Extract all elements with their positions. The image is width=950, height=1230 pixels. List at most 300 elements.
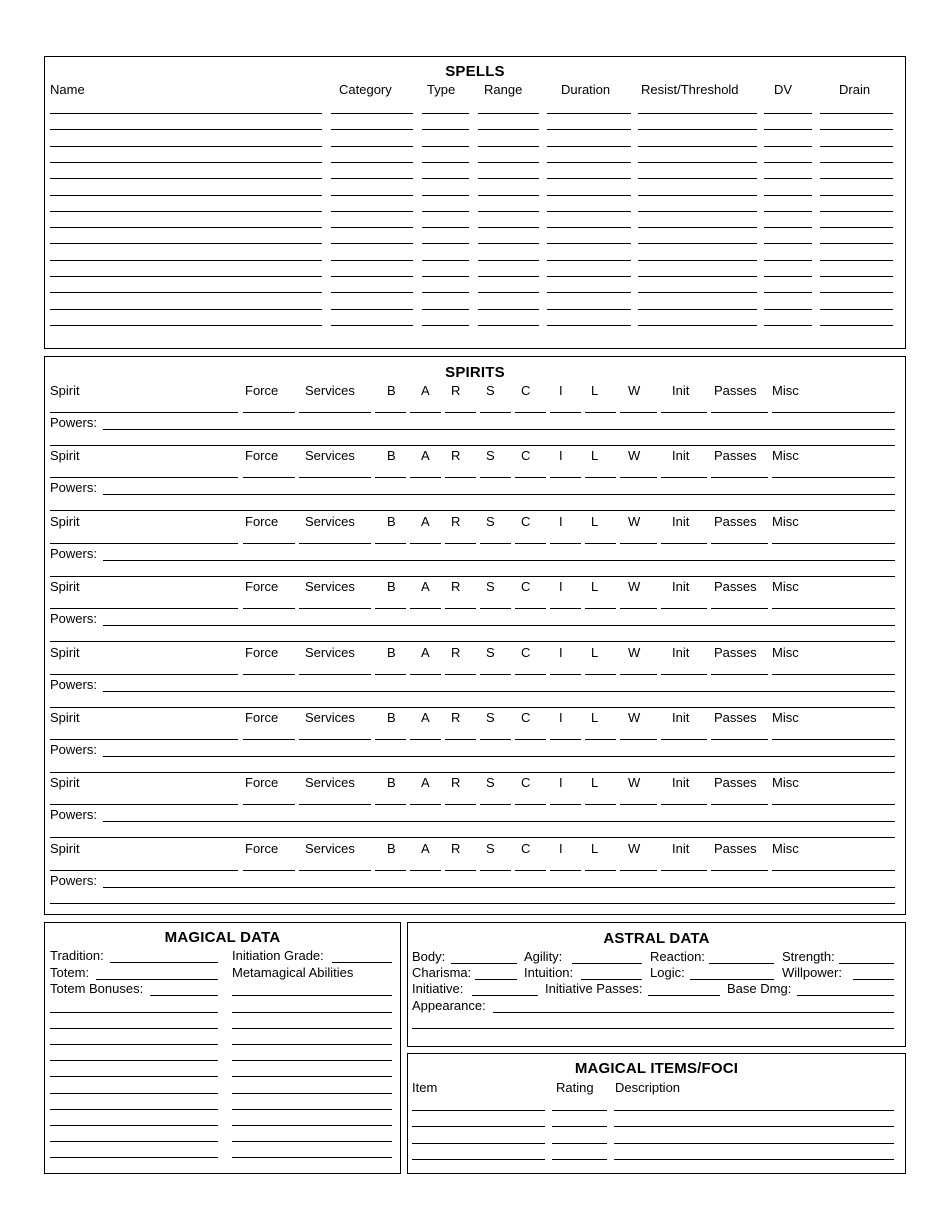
spell-row-4-field-4[interactable] <box>478 162 539 163</box>
spirit-7-field-passes[interactable] <box>711 804 768 805</box>
spell-row-1-field-8[interactable] <box>820 113 893 114</box>
spell-row-2-field-7[interactable] <box>764 129 812 130</box>
astral-base-dmg-field[interactable] <box>797 995 894 996</box>
spirit-6-field-a[interactable] <box>410 739 441 740</box>
spirit-1-field-force[interactable] <box>243 412 295 413</box>
spell-row-5-field-2[interactable] <box>331 178 413 179</box>
spell-row-10-field-7[interactable] <box>764 260 812 261</box>
spirit-7-powers-field-line-2[interactable] <box>50 837 895 838</box>
spell-row-5-field-5[interactable] <box>547 178 631 179</box>
spirit-4-field-force[interactable] <box>243 608 295 609</box>
spell-row-1-field-2[interactable] <box>331 113 413 114</box>
spirit-7-field-s[interactable] <box>480 804 511 805</box>
spirit-5-field-r[interactable] <box>445 674 476 675</box>
spell-row-9-field-8[interactable] <box>820 243 893 244</box>
spirit-3-field-r[interactable] <box>445 543 476 544</box>
spell-row-3-field-3[interactable] <box>422 146 469 147</box>
spirit-5-field-spirit[interactable] <box>50 674 238 675</box>
spell-row-10-field-5[interactable] <box>547 260 631 261</box>
spell-row-13-field-6[interactable] <box>638 309 757 310</box>
spirit-7-powers-field[interactable] <box>103 821 895 822</box>
spirit-7-field-init[interactable] <box>661 804 707 805</box>
spell-row-14-field-7[interactable] <box>764 325 812 326</box>
spirit-2-field-a[interactable] <box>410 477 441 478</box>
spell-row-9-field-7[interactable] <box>764 243 812 244</box>
spirit-7-field-force[interactable] <box>243 804 295 805</box>
spell-row-7-field-5[interactable] <box>547 211 631 212</box>
astral-body-label: Body: <box>412 949 446 964</box>
spirit-3-field-i[interactable] <box>550 543 581 544</box>
spell-row-11-field-4[interactable] <box>478 276 539 277</box>
spell-row-2-field-3[interactable] <box>422 129 469 130</box>
spirit-1-field-spirit[interactable] <box>50 412 238 413</box>
spell-row-12-field-7[interactable] <box>764 292 812 293</box>
spell-row-5-field-1[interactable] <box>50 178 322 179</box>
item-row-4-field-rating[interactable] <box>552 1159 607 1160</box>
spirit-1-col-misc: Misc <box>772 383 799 398</box>
spell-row-9-field-4[interactable] <box>478 243 539 244</box>
spirit-3-field-a[interactable] <box>410 543 441 544</box>
spirit-3-field-force[interactable] <box>243 543 295 544</box>
spirit-6-field-passes[interactable] <box>711 739 768 740</box>
spell-row-1-field-1[interactable] <box>50 113 322 114</box>
spirit-2-field-init[interactable] <box>661 477 707 478</box>
spirit-4-field-r[interactable] <box>445 608 476 609</box>
item-row-1-field-item[interactable] <box>412 1110 545 1111</box>
spell-row-13-field-8[interactable] <box>820 309 893 310</box>
spirit-4-field-passes[interactable] <box>711 608 768 609</box>
spirit-3-field-w[interactable] <box>620 543 657 544</box>
spell-row-4-field-6[interactable] <box>638 162 757 163</box>
spirit-6-field-services[interactable] <box>299 739 371 740</box>
spirit-8-field-i[interactable] <box>550 870 581 871</box>
spirit-7-field-r[interactable] <box>445 804 476 805</box>
spirit-4-field-l[interactable] <box>585 608 616 609</box>
spirit-4-field-c[interactable] <box>515 608 546 609</box>
item-row-2-field-item[interactable] <box>412 1126 545 1127</box>
spirit-1-powers-field-line-2[interactable] <box>50 445 895 446</box>
spirit-3-field-passes[interactable] <box>711 543 768 544</box>
spell-row-12-field-5[interactable] <box>547 292 631 293</box>
spirit-6-field-r[interactable] <box>445 739 476 740</box>
spirit-4-field-misc[interactable] <box>772 608 895 609</box>
spirit-7-field-b[interactable] <box>375 804 406 805</box>
spirit-1-field-passes[interactable] <box>711 412 768 413</box>
spell-row-10-field-2[interactable] <box>331 260 413 261</box>
spirit-2-field-l[interactable] <box>585 477 616 478</box>
spirit-2-field-misc[interactable] <box>772 477 895 478</box>
spirit-2-field-passes[interactable] <box>711 477 768 478</box>
spell-row-6-field-3[interactable] <box>422 195 469 196</box>
spell-row-1-field-7[interactable] <box>764 113 812 114</box>
spell-row-13-field-4[interactable] <box>478 309 539 310</box>
spirit-3-field-services[interactable] <box>299 543 371 544</box>
spirit-4-col-l: L <box>591 579 599 595</box>
spell-row-10-field-3[interactable] <box>422 260 469 261</box>
spirit-8-field-r[interactable] <box>445 870 476 871</box>
spirit-2-field-force[interactable] <box>243 477 295 478</box>
spirit-4-powers-field[interactable] <box>103 625 895 626</box>
spell-row-2-field-2[interactable] <box>331 129 413 130</box>
metamagical-field-11[interactable] <box>232 1157 392 1158</box>
spell-row-6-field-4[interactable] <box>478 195 539 196</box>
spell-row-7-field-2[interactable] <box>331 211 413 212</box>
spell-row-7-field-6[interactable] <box>638 211 757 212</box>
spirit-8-powers-field-line-2[interactable] <box>50 903 895 904</box>
spell-row-8-field-3[interactable] <box>422 227 469 228</box>
spirit-1-powers-field[interactable] <box>103 429 895 430</box>
spell-row-11-field-5[interactable] <box>547 276 631 277</box>
spirit-6-field-s[interactable] <box>480 739 511 740</box>
spell-row-9-field-1[interactable] <box>50 243 322 244</box>
spirit-4-field-b[interactable] <box>375 608 406 609</box>
spell-row-6-field-2[interactable] <box>331 195 413 196</box>
spell-row-1-field-4[interactable] <box>478 113 539 114</box>
astral-appearance-field[interactable] <box>493 1012 894 1013</box>
spirit-8-field-passes[interactable] <box>711 870 768 871</box>
spirit-1-field-r[interactable] <box>445 412 476 413</box>
spirit-2-field-b[interactable] <box>375 477 406 478</box>
spirit-5-field-a[interactable] <box>410 674 441 675</box>
spirit-7-field-a[interactable] <box>410 804 441 805</box>
astral-logic-field[interactable] <box>690 979 774 980</box>
metamagical-field-3[interactable] <box>232 1028 392 1029</box>
spell-row-4-field-5[interactable] <box>547 162 631 163</box>
spirit-8-field-spirit[interactable] <box>50 870 238 871</box>
spirit-8-field-l[interactable] <box>585 870 616 871</box>
spirit-8-field-init[interactable] <box>661 870 707 871</box>
spell-row-6-field-8[interactable] <box>820 195 893 196</box>
spell-row-2-field-6[interactable] <box>638 129 757 130</box>
spirit-8-col-l: L <box>591 840 599 856</box>
spirit-6-field-misc[interactable] <box>772 739 895 740</box>
spirit-6-field-i[interactable] <box>550 739 581 740</box>
metamagical-field-8[interactable] <box>232 1109 392 1110</box>
spell-row-12-field-6[interactable] <box>638 292 757 293</box>
spell-row-11-field-7[interactable] <box>764 276 812 277</box>
astral-reaction-field[interactable] <box>709 963 774 964</box>
spell-row-4-field-2[interactable] <box>331 162 413 163</box>
spirit-7-field-misc[interactable] <box>772 804 895 805</box>
metamagical-field-5[interactable] <box>232 1060 392 1061</box>
spirit-6-field-spirit[interactable] <box>50 739 238 740</box>
spell-row-3-field-8[interactable] <box>820 146 893 147</box>
spell-row-14-field-8[interactable] <box>820 325 893 326</box>
spirit-6-field-b[interactable] <box>375 739 406 740</box>
spell-row-14-field-6[interactable] <box>638 325 757 326</box>
magic-left-line-7[interactable] <box>50 1109 218 1110</box>
spirit-2-col-s: S <box>486 448 495 464</box>
spell-row-8-field-4[interactable] <box>478 227 539 228</box>
spirit-2-field-w[interactable] <box>620 477 657 478</box>
spell-row-5-field-7[interactable] <box>764 178 812 179</box>
spirit-1-field-services[interactable] <box>299 412 371 413</box>
spell-row-1-field-6[interactable] <box>638 113 757 114</box>
spirit-5-field-misc[interactable] <box>772 674 895 675</box>
spirit-2-field-i[interactable] <box>550 477 581 478</box>
spell-row-13-field-7[interactable] <box>764 309 812 310</box>
spell-row-6-field-6[interactable] <box>638 195 757 196</box>
spells-col-type: Type <box>427 82 456 97</box>
spirit-4-powers-field-line-2[interactable] <box>50 641 895 642</box>
metamagical-field-1[interactable] <box>232 995 392 996</box>
spell-row-14-field-2[interactable] <box>331 325 413 326</box>
spirit-2-field-s[interactable] <box>480 477 511 478</box>
spell-row-14-field-4[interactable] <box>478 325 539 326</box>
spell-row-12-field-2[interactable] <box>331 292 413 293</box>
spell-row-11-field-1[interactable] <box>50 276 322 277</box>
metamagical-field-9[interactable] <box>232 1125 392 1126</box>
tradition-field[interactable] <box>110 962 218 963</box>
spirit-8-field-b[interactable] <box>375 870 406 871</box>
spell-row-2-field-4[interactable] <box>478 129 539 130</box>
spell-row-10-field-1[interactable] <box>50 260 322 261</box>
spirit-3-field-l[interactable] <box>585 543 616 544</box>
spell-row-3-field-6[interactable] <box>638 146 757 147</box>
astral-strength-field[interactable] <box>839 963 894 964</box>
spirit-6-field-l[interactable] <box>585 739 616 740</box>
astral-initiative-field[interactable] <box>472 995 538 996</box>
spirit-6-field-c[interactable] <box>515 739 546 740</box>
spell-row-9-field-5[interactable] <box>547 243 631 244</box>
item-row-3-field-item[interactable] <box>412 1143 545 1144</box>
spirit-8-field-w[interactable] <box>620 870 657 871</box>
spell-row-3-field-2[interactable] <box>331 146 413 147</box>
spell-row-4-field-7[interactable] <box>764 162 812 163</box>
spirit-6-powers-field[interactable] <box>103 756 895 757</box>
spirit-4-field-w[interactable] <box>620 608 657 609</box>
spirit-8-field-c[interactable] <box>515 870 546 871</box>
spirit-6-field-w[interactable] <box>620 739 657 740</box>
spell-row-14-field-3[interactable] <box>422 325 469 326</box>
spirit-1-field-a[interactable] <box>410 412 441 413</box>
spirit-5-field-c[interactable] <box>515 674 546 675</box>
spirit-1-field-w[interactable] <box>620 412 657 413</box>
spell-row-2-field-5[interactable] <box>547 129 631 130</box>
spirit-7-powers-label: Powers: <box>50 807 97 823</box>
spell-row-2-field-1[interactable] <box>50 129 322 130</box>
magic-left-line-2[interactable] <box>50 1028 218 1029</box>
astral-agility-field[interactable] <box>572 963 642 964</box>
astral-intuition-field[interactable] <box>581 979 642 980</box>
spell-row-4-field-8[interactable] <box>820 162 893 163</box>
initiation-grade-field[interactable] <box>332 962 392 963</box>
item-row-3-field-rating[interactable] <box>552 1143 607 1144</box>
spell-row-13-field-1[interactable] <box>50 309 322 310</box>
spirit-2-field-spirit[interactable] <box>50 477 238 478</box>
spell-row-4-field-3[interactable] <box>422 162 469 163</box>
spell-row-12-field-3[interactable] <box>422 292 469 293</box>
spell-row-6-field-1[interactable] <box>50 195 322 196</box>
magic-left-line-8[interactable] <box>50 1125 218 1126</box>
spell-row-8-field-5[interactable] <box>547 227 631 228</box>
totem-bonuses-field[interactable] <box>150 995 218 996</box>
spirit-1-field-c[interactable] <box>515 412 546 413</box>
spell-row-10-field-6[interactable] <box>638 260 757 261</box>
spirit-8-powers-field[interactable] <box>103 887 895 888</box>
spell-row-11-field-8[interactable] <box>820 276 893 277</box>
spell-row-7-field-4[interactable] <box>478 211 539 212</box>
magic-left-line-10[interactable] <box>50 1157 218 1158</box>
astral-willpower-field[interactable] <box>853 979 894 980</box>
spirit-2-powers-field[interactable] <box>103 494 895 495</box>
spirit-3-field-init[interactable] <box>661 543 707 544</box>
item-row-1-field-description[interactable] <box>614 1110 894 1111</box>
spell-row-3-field-5[interactable] <box>547 146 631 147</box>
spell-row-1-field-5[interactable] <box>547 113 631 114</box>
spirit-5-field-l[interactable] <box>585 674 616 675</box>
spirit-3-powers-field-line-2[interactable] <box>50 576 895 577</box>
spell-row-8-field-6[interactable] <box>638 227 757 228</box>
spell-row-14-field-1[interactable] <box>50 325 322 326</box>
magic-left-line-3[interactable] <box>50 1044 218 1045</box>
metamagical-field-2[interactable] <box>232 1012 392 1013</box>
astral-appearance-field-line-2[interactable] <box>412 1028 894 1029</box>
spell-row-5-field-3[interactable] <box>422 178 469 179</box>
spirit-3-field-misc[interactable] <box>772 543 895 544</box>
spell-row-9-field-6[interactable] <box>638 243 757 244</box>
spirit-5-powers-field[interactable] <box>103 691 895 692</box>
spell-row-5-field-4[interactable] <box>478 178 539 179</box>
spirit-8-field-misc[interactable] <box>772 870 895 871</box>
spirit-5-field-services[interactable] <box>299 674 371 675</box>
spirit-2-field-r[interactable] <box>445 477 476 478</box>
spirit-8-field-s[interactable] <box>480 870 511 871</box>
metamagical-field-4[interactable] <box>232 1044 392 1045</box>
spell-row-7-field-3[interactable] <box>422 211 469 212</box>
item-row-3-field-description[interactable] <box>614 1143 894 1144</box>
magic-left-line-4[interactable] <box>50 1060 218 1061</box>
spell-row-9-field-2[interactable] <box>331 243 413 244</box>
spell-row-9-field-3[interactable] <box>422 243 469 244</box>
spell-row-11-field-3[interactable] <box>422 276 469 277</box>
totem-field[interactable] <box>96 979 218 980</box>
spell-row-12-field-4[interactable] <box>478 292 539 293</box>
spell-row-5-field-6[interactable] <box>638 178 757 179</box>
spell-row-3-field-1[interactable] <box>50 146 322 147</box>
spell-row-5-field-8[interactable] <box>820 178 893 179</box>
spirit-5-field-i[interactable] <box>550 674 581 675</box>
spirit-2-powers-field-line-2[interactable] <box>50 510 895 511</box>
spell-row-8-field-8[interactable] <box>820 227 893 228</box>
spirit-8-field-services[interactable] <box>299 870 371 871</box>
spirit-5-field-w[interactable] <box>620 674 657 675</box>
spirit-5-field-passes[interactable] <box>711 674 768 675</box>
magic-left-line-9[interactable] <box>50 1141 218 1142</box>
spirit-7-field-c[interactable] <box>515 804 546 805</box>
spell-row-1-field-3[interactable] <box>422 113 469 114</box>
spell-row-8-field-7[interactable] <box>764 227 812 228</box>
spirit-1-field-b[interactable] <box>375 412 406 413</box>
astral-body-field[interactable] <box>451 963 517 964</box>
spirit-2-field-c[interactable] <box>515 477 546 478</box>
spirit-7-field-l[interactable] <box>585 804 616 805</box>
spirit-4-field-s[interactable] <box>480 608 511 609</box>
spirit-6-field-force[interactable] <box>243 739 295 740</box>
magic-left-line-6[interactable] <box>50 1093 218 1094</box>
spell-row-8-field-2[interactable] <box>331 227 413 228</box>
spirit-5-field-force[interactable] <box>243 674 295 675</box>
spirit-3-col-b: B <box>387 513 396 529</box>
spirit-4-field-a[interactable] <box>410 608 441 609</box>
spirit-5-field-b[interactable] <box>375 674 406 675</box>
spell-row-10-field-4[interactable] <box>478 260 539 261</box>
spell-row-3-field-4[interactable] <box>478 146 539 147</box>
item-row-2-field-rating[interactable] <box>552 1126 607 1127</box>
spell-row-7-field-1[interactable] <box>50 211 322 212</box>
item-row-1-field-rating[interactable] <box>552 1110 607 1111</box>
spirit-2-field-services[interactable] <box>299 477 371 478</box>
spell-row-6-field-5[interactable] <box>547 195 631 196</box>
spirit-5-col-force: Force <box>245 644 279 660</box>
spirit-5-powers-field-line-2[interactable] <box>50 707 895 708</box>
metamagical-field-6[interactable] <box>232 1076 392 1077</box>
spirit-5-field-init[interactable] <box>661 674 707 675</box>
spirit-5-field-s[interactable] <box>480 674 511 675</box>
spirit-6-field-init[interactable] <box>661 739 707 740</box>
spirit-1-field-s[interactable] <box>480 412 511 413</box>
spirit-4-field-services[interactable] <box>299 608 371 609</box>
spirit-7-field-w[interactable] <box>620 804 657 805</box>
spirit-4-field-init[interactable] <box>661 608 707 609</box>
metamagical-field-7[interactable] <box>232 1093 392 1094</box>
spirit-3-field-c[interactable] <box>515 543 546 544</box>
spirit-3-field-b[interactable] <box>375 543 406 544</box>
spell-row-8-field-1[interactable] <box>50 227 322 228</box>
spirit-3-field-spirit[interactable] <box>50 543 238 544</box>
spell-row-13-field-3[interactable] <box>422 309 469 310</box>
item-row-2-field-description[interactable] <box>614 1126 894 1127</box>
spell-row-11-field-6[interactable] <box>638 276 757 277</box>
item-row-4-field-item[interactable] <box>412 1159 545 1160</box>
spell-row-7-field-8[interactable] <box>820 211 893 212</box>
spell-row-12-field-1[interactable] <box>50 292 322 293</box>
astral-charisma-field[interactable] <box>475 979 517 980</box>
spirit-1-field-misc[interactable] <box>772 412 895 413</box>
spell-row-14-field-5[interactable] <box>547 325 631 326</box>
spell-row-6-field-7[interactable] <box>764 195 812 196</box>
metamagical-field-10[interactable] <box>232 1141 392 1142</box>
spirit-2-col-services: Services <box>305 448 355 464</box>
astral-initiative-passes-field[interactable] <box>648 995 720 996</box>
spirit-4-field-i[interactable] <box>550 608 581 609</box>
spirit-3-field-s[interactable] <box>480 543 511 544</box>
spell-row-4-field-1[interactable] <box>50 162 322 163</box>
spirit-7-field-spirit[interactable] <box>50 804 238 805</box>
spirit-8-field-force[interactable] <box>243 870 295 871</box>
spirit-1-field-init[interactable] <box>661 412 707 413</box>
item-row-4-field-description[interactable] <box>614 1159 894 1160</box>
spirit-1-field-l[interactable] <box>585 412 616 413</box>
spirit-7-field-i[interactable] <box>550 804 581 805</box>
magic-left-line-1[interactable] <box>50 1012 218 1013</box>
spell-row-3-field-7[interactable] <box>764 146 812 147</box>
spirit-8-field-a[interactable] <box>410 870 441 871</box>
spell-row-12-field-8[interactable] <box>820 292 893 293</box>
spell-row-11-field-2[interactable] <box>331 276 413 277</box>
spirit-7-field-services[interactable] <box>299 804 371 805</box>
spell-row-13-field-5[interactable] <box>547 309 631 310</box>
spirit-3-powers-field[interactable] <box>103 560 895 561</box>
magic-left-line-5[interactable] <box>50 1076 218 1077</box>
spirit-6-powers-field-line-2[interactable] <box>50 772 895 773</box>
spell-row-2-field-8[interactable] <box>820 129 893 130</box>
spell-row-13-field-2[interactable] <box>331 309 413 310</box>
spirit-1-field-i[interactable] <box>550 412 581 413</box>
spirit-4-field-spirit[interactable] <box>50 608 238 609</box>
spell-row-7-field-7[interactable] <box>764 211 812 212</box>
spell-row-10-field-8[interactable] <box>820 260 893 261</box>
